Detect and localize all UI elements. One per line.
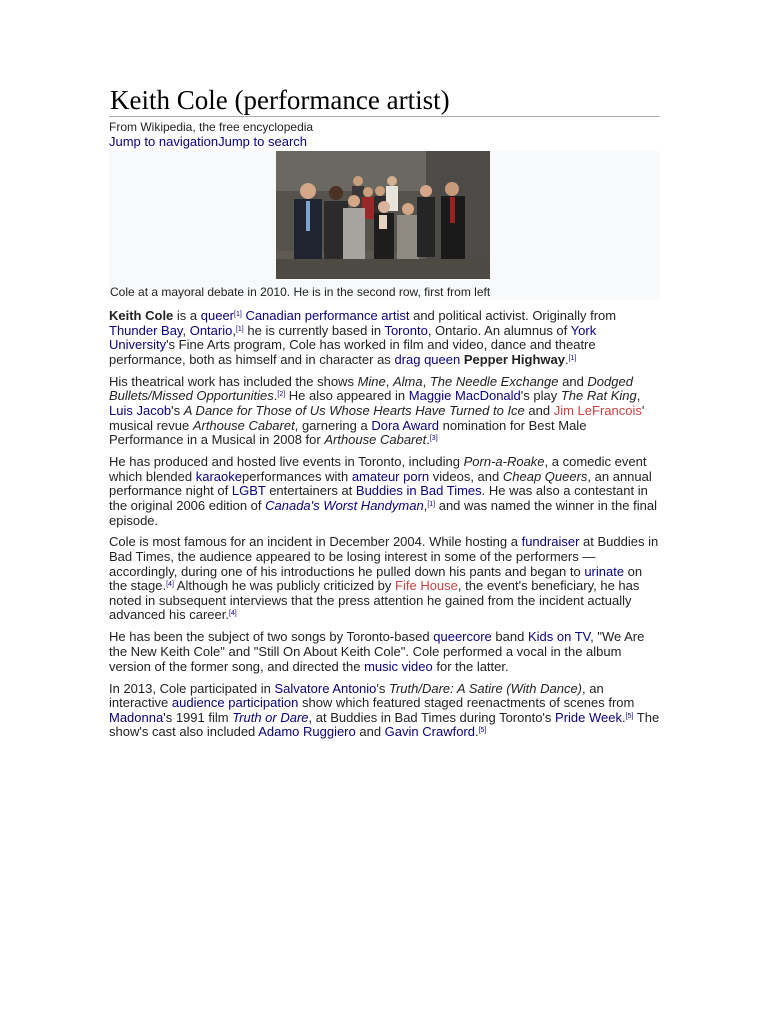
paragraph <box>109 309 660 367</box>
wiki-link[interactable]: Truth or Dare <box>232 709 309 725</box>
text-run: , <box>182 322 190 338</box>
text-run: In 2013, Cole participated in <box>109 680 275 696</box>
citation-link[interactable]: [4] <box>166 581 174 589</box>
text-run: , a comedic event which blended <box>109 454 647 484</box>
debate-photo[interactable] <box>276 151 490 279</box>
wiki-link[interactable]: Gavin Crawford <box>384 724 475 740</box>
text-run: . <box>474 724 479 740</box>
wiki-link[interactable]: Pride Week <box>555 709 622 725</box>
italic-text: A Dance for Those of Us Whose Hearts Have Turned to Ice <box>183 402 525 418</box>
wiki-link[interactable]: Toronto <box>384 322 428 338</box>
text-run: he is currently based in <box>243 322 385 338</box>
text-run: He has produced and hosted live events in Toronto, including <box>109 454 464 470</box>
text-run: and <box>355 724 385 740</box>
figure-caption: Cole at a mayoral debate in 2010. He is in the second row, first from left <box>110 285 491 299</box>
paragraph <box>109 682 660 740</box>
wiki-link[interactable]: Maggie MacDonald <box>408 388 521 404</box>
text-run: and <box>558 373 588 389</box>
jump-links <box>109 134 660 149</box>
text-run: at Buddies in Bad Times, the audience appeared to be losing interest in some of the performers — accordingly, during one of his introductions he pulled down his pants and began to <box>109 534 659 579</box>
wiki-link[interactable]: fundraiser <box>521 534 580 550</box>
text-run: , Ontario. An alumnus of <box>427 322 571 338</box>
text-run: , "We Are the New Keith Cole" and "Still On About Keith Cole". Cole performed a vocal in the album version of the former song, and directed the <box>109 629 645 674</box>
wiki-link[interactable]: Ontario <box>189 322 233 338</box>
text-run: on the stage. <box>109 563 643 594</box>
text-run: , an annual performance night of <box>109 468 652 499</box>
text-run: ' musical revue <box>109 402 645 433</box>
page-title: Keith Cole (performance artist) <box>109 84 660 117</box>
wiki-link[interactable]: Canada's Worst Handyman <box>265 497 424 513</box>
text-run: , <box>232 322 236 338</box>
wiki-link[interactable]: urinate <box>584 563 625 579</box>
italic-text: Dodged Bullets/Missed Opportunities <box>109 373 633 404</box>
wiki-link[interactable]: karaoke <box>195 468 242 484</box>
text-run: He has been the subject of two songs by Toronto-based <box>109 629 434 645</box>
text-run: . <box>564 351 569 367</box>
text-run: , <box>636 388 641 404</box>
article <box>109 84 660 747</box>
paragraph <box>109 455 660 528</box>
red-wiki-link[interactable]: Fife House <box>395 578 458 594</box>
italic-text: Cheap Queers <box>502 468 588 484</box>
wiki-link[interactable]: Thunder Bay <box>109 322 183 338</box>
text-run: entertainers at <box>265 483 356 499</box>
italic-text: Mine <box>357 373 386 389</box>
text-run: . He was also a contestant in the original 2006 edition of <box>109 483 648 513</box>
wiki-link[interactable]: queer <box>200 308 235 323</box>
italic-text: The Rat King <box>560 388 637 404</box>
citation-link[interactable]: [1] <box>427 500 436 508</box>
paragraph <box>109 535 660 623</box>
infobox-figure <box>109 151 660 300</box>
paragraph <box>109 630 660 674</box>
text-run: , <box>422 373 430 389</box>
text-run: 's <box>376 680 389 696</box>
site-tagline: From Wikipedia, the free encyclopedia <box>109 120 314 134</box>
citation-link[interactable]: [3] <box>429 435 438 443</box>
italic-text: The Needle Exchange <box>429 373 559 389</box>
text-run: 's Fine Arts program, Cole has worked in film and video, dance and theatre performance, both as himself and in character as <box>109 337 596 367</box>
text-run: and <box>524 402 554 418</box>
text-run: videos, and <box>429 468 503 484</box>
wiki-link[interactable]: amateur porn <box>351 468 430 484</box>
text-run: The show's cast also included <box>109 709 660 740</box>
wiki-link[interactable]: Buddies in Bad Times <box>355 483 482 499</box>
text-run: nomination for Best Male Performance in a Musical in 2008 for <box>109 417 587 448</box>
wiki-link[interactable]: York University <box>109 322 597 353</box>
italic-text: Porn-a-Roake <box>463 454 545 470</box>
jump-to-search-link[interactable]: Jump to search <box>218 134 307 149</box>
text-run: and was named the winner in the final episode. <box>109 497 657 528</box>
text-run: He also appeared in <box>285 388 409 404</box>
text-run: , garnering a <box>294 417 372 433</box>
bold-text: Pepper Highway <box>463 351 565 367</box>
wiki-link[interactable]: music video <box>364 658 433 674</box>
wiki-link[interactable]: Madonna <box>109 709 164 725</box>
citation-link[interactable]: [2] <box>277 391 286 399</box>
wiki-link[interactable]: queercore <box>433 629 492 645</box>
text-run: 's play <box>520 388 561 404</box>
text-run: , at Buddies in Bad Times during Toronto's <box>308 709 556 725</box>
text-run: band <box>491 629 528 645</box>
italic-text: Arthouse Cabaret <box>324 432 427 448</box>
text-run: , <box>385 373 393 389</box>
text-run: . <box>273 388 278 404</box>
text-run: and political activist. Originally from <box>409 308 617 323</box>
article-body <box>109 309 660 740</box>
citation-link[interactable]: [1] <box>235 325 244 333</box>
text-run: is a <box>173 308 201 323</box>
wiki-link[interactable]: Canadian <box>245 308 302 323</box>
red-wiki-link[interactable]: Jim LeFrancois <box>553 402 642 418</box>
jump-to-navigation-link[interactable]: Jump to navigation <box>109 134 219 149</box>
text-run: show which featured staged reenactments of scenes from <box>298 695 635 711</box>
text-run: , <box>423 497 428 513</box>
text-run: for the latter. <box>432 658 509 674</box>
wiki-link[interactable]: LGBT <box>231 483 266 499</box>
debate-photo-image <box>276 151 490 279</box>
wiki-link[interactable]: Luis Jacob <box>109 402 172 418</box>
wiki-link[interactable]: drag queen <box>394 351 461 367</box>
citation-link[interactable]: [5] <box>478 727 487 735</box>
text-run: His theatrical work has included the shows <box>109 373 358 389</box>
wiki-link[interactable]: Dora Award <box>371 417 440 433</box>
text-run: . <box>426 432 430 448</box>
italic-text: Arthouse Cabaret <box>192 417 295 433</box>
wiki-link[interactable]: performance artist <box>304 308 410 323</box>
text-run: 's 1991 film <box>163 709 233 725</box>
wiki-link[interactable]: Salvatore Antonio <box>274 680 377 696</box>
text-run: performances with <box>241 468 352 484</box>
citation-link[interactable]: [4] <box>228 610 237 618</box>
wiki-link[interactable]: audience participation <box>171 695 299 711</box>
citation-link[interactable]: [1] <box>234 311 242 318</box>
text-run: Cole is most famous for an incident in December 2004. While hosting a <box>109 534 522 550</box>
text-run: Although he was publicly criticized by <box>173 578 396 594</box>
text-run: , the event's beneficiary, he has noted in subsequent interviews that the press attention he gained from the incident actually advanced his career. <box>109 578 640 623</box>
text-run: , an interactive <box>109 680 604 711</box>
citation-link[interactable]: [5] <box>625 712 634 720</box>
wiki-link[interactable]: Adamo Ruggiero <box>258 724 356 740</box>
italic-text: Truth/Dare: A Satire (With Dance) <box>389 680 583 696</box>
citation-link[interactable]: [1] <box>568 354 577 362</box>
text-run: . <box>622 709 626 725</box>
text-run: 's <box>171 402 184 418</box>
bold-text: Keith Cole <box>109 308 174 323</box>
wiki-link[interactable]: Kids on TV <box>527 629 591 645</box>
italic-text: Alma <box>392 373 423 389</box>
paragraph <box>109 375 660 448</box>
